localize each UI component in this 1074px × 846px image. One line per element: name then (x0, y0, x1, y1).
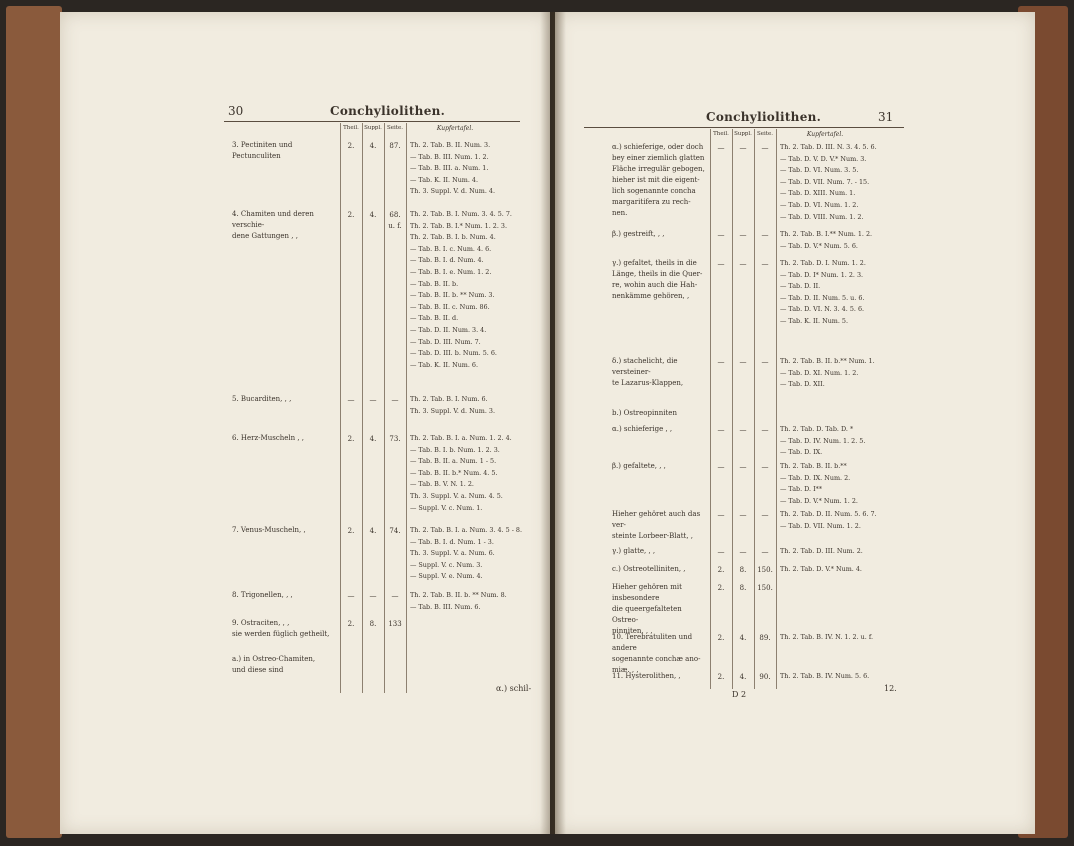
plate-reference: Th. 2. Tab. D. V.* Num. 4. (780, 565, 862, 573)
entry-label (612, 424, 708, 435)
left-col-divider-1 (340, 123, 341, 693)
entry-label-line: 9. Ostraciten, , , (232, 619, 290, 627)
left-page-number: 30 (228, 104, 244, 118)
plate-reference: — Tab. D. XII. (780, 380, 825, 389)
plate-reference: — Tab. D. II. (780, 282, 821, 291)
entry-label-line: und diese sind (232, 666, 284, 674)
plate-reference: Th. 2. Tab. B. I. a. Num. 1. 2. 4. (410, 434, 512, 442)
plate-reference: — Tab. B. III. a. Num. 1. (410, 164, 489, 173)
entry-label-line: sie werden füglich getheilt, (232, 630, 330, 638)
entry-seite: — (761, 231, 769, 239)
plate-reference: — Tab. D. V. D. V.* Num. 3. (780, 154, 867, 163)
plate-reference: — Tab. B. II. b.* Num. 4. 5. (410, 468, 498, 477)
plate-reference: — Tab. D. V.* Num. 1. 2. (780, 496, 858, 505)
plate-reference: — Tab. D. VIII. Num. 1. 2. (780, 212, 864, 221)
plate-reference: Th. 2. Tab. B. I. a. Num. 3. 4. 5 - 8. (410, 526, 522, 534)
plate-reference: — Tab. D. IV. Num. 1. 2. 5. (780, 436, 866, 445)
entry-label-line: b.) Ostreopinniten (612, 409, 677, 417)
entry-label-line: margaritifera zu rech- (612, 198, 691, 206)
plate-reference: — Tab. D. VI. Num. 1. 2. (780, 201, 859, 209)
plate-reference: — Tab. B. II. b. (410, 279, 459, 288)
plate-reference: Th. 2. Tab. B. I. Num. 3. 4. 5. 7. (410, 210, 512, 218)
entry-suppl: 4. (369, 435, 377, 443)
plate-reference: — Tab. K. II. Num. 4. (410, 175, 479, 184)
entry-suppl: 4. (369, 211, 377, 219)
plate-reference: — Tab. D. XIII. Num. 1. (780, 189, 856, 198)
plate-reference: — Tab. D. VII. Num. 1. 2. (780, 521, 861, 530)
entry-suppl: — (739, 511, 747, 519)
entry-label-line: 7. Venus-Muscheln, , (232, 526, 306, 534)
plate-reference: — Tab. B. II. d. (410, 314, 459, 323)
plate-reference: Th. 2. Tab. D. I. Num. 1. 2. (780, 259, 866, 267)
entry-seite: 133 (388, 620, 402, 628)
plate-reference: — Tab. K. II. Num. 6. (410, 360, 479, 369)
entry-theil: 2. (717, 584, 725, 592)
entry-suppl: 4. (369, 527, 377, 535)
entry-label (612, 461, 708, 472)
plate-reference: — Tab. D. XI. Num. 1. 2. (780, 368, 859, 377)
entry-label-line: α.) schieferige , , (612, 425, 673, 433)
entry-seite: — (391, 592, 399, 600)
entry-label-line: pinniten, , , (612, 627, 653, 635)
entry-seite: — (761, 358, 769, 366)
plate-reference: — Tab. D. II. Num. 5. u. 6. (780, 293, 865, 302)
entry-label (232, 209, 338, 242)
plate-reference: Th. 2. Tab. B. IV. N. 1. 2. u. f. (780, 633, 873, 641)
left-col-seite: Seite. (387, 125, 403, 131)
entry-theil: — (717, 463, 725, 471)
plate-reference: Th. 2. Tab. B. I.** Num. 1. 2. (780, 230, 873, 238)
book-cover-left (6, 6, 62, 838)
plate-reference: Th. 3. Suppl. V. a. Num. 4. 5. (410, 492, 503, 500)
plate-reference: Th. 2. Tab. D. II. Num. 5. 6. 7. (780, 510, 877, 518)
plate-reference: — Tab. D. I* Num. 1. 2. 3. (780, 270, 864, 279)
plate-reference: Th. 2. Tab. B. I. Num. 6. (410, 395, 488, 403)
entry-seite: — (391, 396, 399, 404)
right-signature: D 2 (732, 690, 747, 699)
entry-suppl: 8. (739, 566, 747, 574)
entry-theil: 2. (347, 435, 355, 443)
entry-label (232, 590, 338, 601)
plate-reference: — Tab. B. I. c. Num. 4. 6. (410, 244, 492, 253)
entry-label-line: nenkämme gehören, , (612, 292, 690, 300)
entry-theil: — (717, 358, 725, 366)
right-col-divider-2 (732, 129, 733, 689)
plate-reference: Th. 3. Suppl. V. d. Num. 4. (410, 187, 495, 196)
entry-label (232, 140, 338, 162)
plate-reference: — Tab. D. VII. Num. 7. - 15. (780, 177, 870, 186)
plate-reference: — Tab. D. III. b. Num. 5. 6. (410, 349, 497, 358)
plate-reference: — Tab. B. I. d. Num. 1 - 3. (410, 537, 494, 546)
right-col-kupfertafel: Kupfertafel. (806, 131, 844, 138)
plate-reference: Th. 3. Suppl. V. d. Num. 3. (410, 406, 495, 415)
entry-label-line: 11. Hysterolithen, , (612, 672, 681, 680)
entry-seite: — (761, 260, 769, 268)
plate-reference: — Tab. D. II. Num. 3. 4. (410, 326, 487, 334)
entry-suppl: 4. (369, 142, 377, 150)
plate-reference: Th. 2. Tab. B. I.* Num. 1. 2. 3. (410, 221, 508, 230)
left-col-divider-3 (384, 123, 385, 693)
entry-label-line: Hieher gehöret auch das ver- (612, 510, 701, 529)
entry-suppl: — (739, 231, 747, 239)
entry-label-line: Fläche irregulär gebogen, (612, 165, 705, 173)
plate-reference: Th. 2. Tab. B. II. b.** Num. 1. (780, 357, 875, 365)
right-col-divider-3 (754, 129, 755, 689)
plate-reference: — Tab. D. VI. N. 3. 4. 5. 6. (780, 305, 865, 314)
plate-reference: — Tab. B. I. e. Num. 1. 2. (410, 268, 492, 276)
entry-label-line: steinte Lorbeer-Blatt, , (612, 532, 694, 540)
entry-theil: — (717, 231, 725, 239)
entry-theil: 2. (347, 527, 355, 535)
entry-label-line: die queergefalteten Ostreo- (612, 605, 682, 624)
entry-suppl: — (739, 358, 747, 366)
right-col-divider-1 (710, 129, 711, 689)
right-running-head: Conchyliolithen. (706, 110, 822, 124)
plate-reference: Th. 3. Suppl. V. a. Num. 6. (410, 549, 495, 558)
right-page-number: 31 (878, 110, 894, 124)
right-col-suppl: Suppl. (734, 131, 752, 137)
entry-seite: — (761, 144, 769, 152)
entry-label-line: dene Gattungen , , (232, 232, 298, 240)
entry-label (612, 142, 708, 219)
entry-label (612, 564, 708, 575)
entry-label-line: α.) schieferige, oder doch (612, 143, 704, 151)
entry-label (612, 229, 708, 240)
entry-label-line: γ.) glatte, , , (612, 547, 656, 555)
plate-reference: — Suppl. V. c. Num. 3. (410, 560, 483, 569)
plate-reference: Th. 2. Tab. D. III. Num. 2. (780, 547, 863, 555)
entry-label (612, 632, 708, 676)
entry-theil: 2. (717, 566, 725, 574)
entry-theil: 2. (347, 211, 355, 219)
entry-suppl: — (739, 548, 747, 556)
left-col-kupfertafel: Kupfertafel. (436, 125, 474, 132)
entry-seite: 74. (389, 527, 401, 535)
entry-label (232, 654, 338, 676)
entry-suppl: — (369, 396, 377, 404)
plate-reference: — Tab. B. V. N. 1. 2. (410, 480, 474, 489)
right-col-divider-4 (776, 129, 777, 689)
plate-reference: Th. 2. Tab. D. III. N. 3. 4. 5. 6. (780, 143, 877, 151)
entry-seite: 150. (757, 584, 773, 592)
left-catchword: α.) schil- (496, 684, 532, 693)
plate-reference: Th. 2. Tab. B. II. Num. 3. (410, 141, 491, 149)
plate-reference: Th. 2. Tab. D. Tab. D. * (780, 425, 854, 433)
entry-theil: — (717, 548, 725, 556)
entry-theil: — (717, 426, 725, 434)
plate-reference: — Tab. B. II. b. ** Num. 3. (410, 291, 495, 300)
entry-label-line: 6. Herz-Muscheln , , (232, 434, 305, 442)
entry-label-line: te Lazarus-Klappen, (612, 379, 684, 387)
entry-label-line: hieher ist mit die eigent- (612, 176, 700, 184)
left-running-head: Conchyliolithen. (330, 104, 446, 118)
left-col-divider-4 (406, 123, 407, 693)
entry-suppl: 4. (739, 634, 747, 642)
entry-seite: — (761, 548, 769, 556)
entry-theil: — (717, 260, 725, 268)
plate-reference: — Tab. B. II. c. Num. 86. (410, 302, 490, 311)
entry-label-line: a.) in Ostreo-Chamiten, (232, 655, 316, 663)
plate-reference: — Tab. D. V.* Num. 5. 6. (780, 241, 858, 250)
entry-theil: — (347, 592, 355, 600)
right-col-theil: Theil. (713, 131, 729, 137)
entry-theil: 2. (347, 142, 355, 150)
entry-label (612, 546, 708, 557)
entry-seite: 150. (757, 566, 773, 574)
entry-suppl: — (739, 144, 747, 152)
entry-label (612, 509, 708, 542)
entry-label (612, 258, 708, 302)
entry-label (612, 582, 708, 637)
entry-theil: — (347, 396, 355, 404)
entry-seite: — (761, 426, 769, 434)
entry-seite: 90. (759, 673, 771, 681)
plate-reference: — Tab. B. III. Num. 1. 2. (410, 152, 489, 161)
entry-label (612, 408, 708, 419)
plate-reference: — Tab. B. I. d. Num. 4. (410, 256, 484, 265)
plate-reference: — Tab. K. II. Num. 5. (780, 317, 849, 325)
entry-seite: 89. (759, 634, 771, 642)
entry-label-line: 5. Bucarditen, , , (232, 395, 292, 403)
entry-theil: — (717, 511, 725, 519)
entry-label-line: bey einer ziemlich glatten (612, 154, 705, 162)
entry-suppl: — (739, 426, 747, 434)
entry-suppl: — (739, 260, 747, 268)
entry-theil: 2. (347, 620, 355, 628)
right-col-seite: Seite. (757, 131, 773, 137)
plate-reference: — Tab. B. III. Num. 6. (410, 602, 481, 611)
entry-seite: — (761, 511, 769, 519)
entry-suppl: 8. (369, 620, 377, 628)
plate-reference: — Suppl. V. e. Num. 4. (410, 572, 483, 581)
entry-label-line: δ.) stachelicht, die versteiner- (612, 357, 678, 376)
entry-label (232, 525, 338, 536)
plate-reference: — Tab. D. IX. Num. 2. (780, 473, 851, 482)
entry-label-line: Länge, theils in die Quer- (612, 270, 703, 278)
right-catchword: 12. (884, 684, 897, 693)
entry-label-line: 4. Chamiten und deren verschie- (232, 210, 314, 229)
entry-label-line: 10. Terebratuliten und andere (612, 633, 693, 652)
left-header-rule (224, 121, 520, 122)
entry-label-line: β.) gestreift, , , (612, 230, 665, 238)
right-header-rule (584, 127, 904, 128)
entry-seite: 73. (389, 435, 401, 443)
plate-reference: — Tab. B. II. a. Num. 1 - 5. (410, 457, 497, 466)
left-col-suppl: Suppl. (364, 125, 382, 131)
entry-theil: — (717, 144, 725, 152)
entry-label-line: β.) gefaltete, , , (612, 462, 666, 470)
entry-seite: — (761, 463, 769, 471)
left-page (60, 12, 550, 834)
plate-reference: — Tab. B. I. b. Num. 1. 2. 3. (410, 445, 500, 454)
entry-label-line: c.) Ostreotelliniten, , (612, 565, 686, 573)
entry-label (232, 618, 338, 640)
entry-label-line: Hieher gehören mit insbesondere (612, 583, 682, 602)
entry-suppl: — (369, 592, 377, 600)
entry-theil: 2. (717, 634, 725, 642)
plate-reference: — Tab. D. VI. Num. 3. 5. (780, 166, 859, 175)
entry-label-line: lich sogenannte concha (612, 187, 696, 195)
entry-label (612, 356, 708, 389)
entry-label (232, 394, 338, 405)
plate-reference: — Tab. D. III. Num. 7. (410, 337, 481, 346)
entry-label-line: 8. Trigonellen, , , (232, 591, 293, 599)
entry-label-line: γ.) gefaltet, theils in die (612, 259, 697, 267)
plate-reference: — Tab. D. I** (780, 485, 823, 494)
entry-suppl: — (739, 463, 747, 471)
plate-reference: — Tab. D. IX. (780, 448, 823, 457)
entry-suppl: 4. (739, 673, 747, 681)
plate-reference: Th. 2. Tab. B. II. b.** (780, 462, 847, 470)
entry-label-line: re, wohin auch die Hah- (612, 281, 698, 289)
entry-seite: 87. (389, 142, 401, 150)
entry-seite: 68. u. f. (388, 211, 402, 230)
plate-reference: Th. 2. Tab. B. II. b. ** Num. 8. (410, 591, 507, 599)
plate-reference: — Suppl. V. c. Num. 1. (410, 503, 483, 512)
entry-suppl: 8. (739, 584, 747, 592)
entry-label-line: miæ. , , (612, 666, 639, 674)
left-col-theil: Theil. (343, 125, 359, 131)
entry-label-line: nen. (612, 209, 628, 217)
entry-label (232, 433, 338, 444)
plate-reference: Th. 2. Tab. B. IV. Num. 5. 6. (780, 672, 870, 680)
plate-reference: Th. 2. Tab. B. I. b. Num. 4. (410, 233, 496, 242)
left-col-divider-2 (362, 123, 363, 693)
entry-label-line: sogenannte conchæ ano- (612, 655, 701, 663)
entry-theil: 2. (717, 673, 725, 681)
entry-label (612, 671, 708, 682)
entry-label-line: 3. Pectiniten und Pectunculiten (232, 141, 293, 160)
book-gutter (540, 12, 566, 834)
